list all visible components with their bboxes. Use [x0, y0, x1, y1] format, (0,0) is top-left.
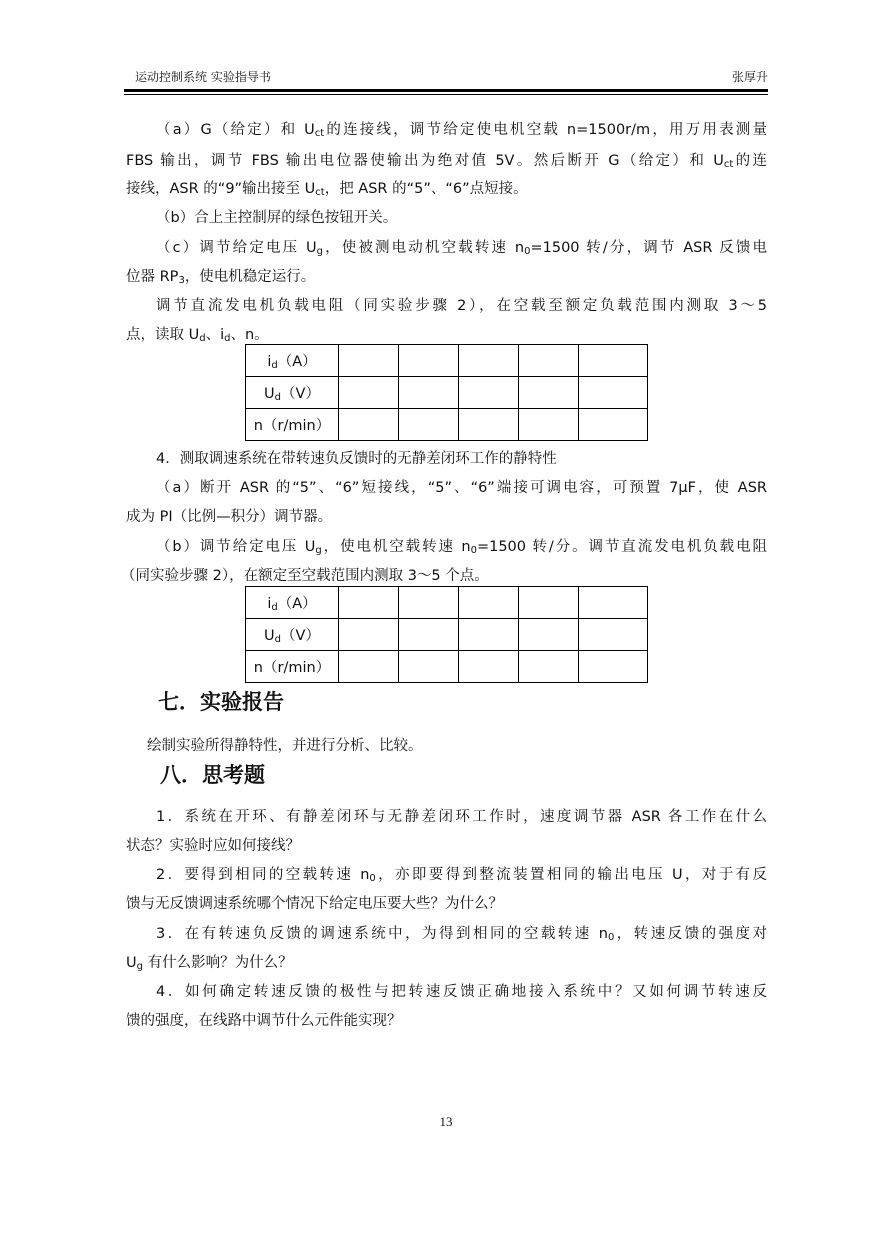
para-b2-line2: （同实验步骤 2），在额定至空载范围内测取 3～5 个点。	[121, 568, 489, 584]
empty-cell[interactable]	[459, 619, 519, 651]
empty-cell[interactable]	[459, 345, 519, 377]
table-row	[246, 377, 648, 409]
empty-cell[interactable]	[399, 409, 459, 441]
para-b1: （b）合上主控制屏的绿色按钮开关。	[156, 210, 398, 226]
para-a1-line2: FBS 输出，调节 FBS 输出电位器使输出为绝对值 5V。然后断开 G（给定）和 $U_{ct}$的连	[126, 153, 768, 170]
para-a1-line3: 接线，ASR 的“9”输出接至 $U_{ct}$，把 ASR 的“5”、“6”点短接。	[126, 181, 528, 198]
empty-cell[interactable]	[519, 409, 579, 441]
header-author: 张厚升	[731, 70, 768, 84]
empty-cell[interactable]	[579, 619, 648, 651]
empty-cell[interactable]	[579, 651, 648, 683]
question-1-line1: 1．系统在开环、有静差闭环与无静差闭环工作时，速度调节器 ASR 各工作在什么	[156, 809, 767, 825]
empty-cell[interactable]	[579, 345, 648, 377]
table-row	[246, 619, 648, 651]
question-2-line1: 2．要得到相同的空载转速 $n_0$，亦即要得到整流装置相同的输出电压 U，对于有反	[156, 867, 767, 884]
question-3-line1: 3．在有转速负反馈的调速系统中，为得到相同的空载转速 $n_0$，转速反馈的强度对	[156, 926, 767, 943]
question-4-line1: 4．如何确定转速反馈的极性与把转速反馈正确地接入系统中？又如何调节转速反	[156, 984, 767, 1000]
empty-cell[interactable]	[399, 651, 459, 683]
empty-cell[interactable]	[339, 619, 399, 651]
section-7-body: 绘制实验所得静特性，并进行分析、比较。	[147, 738, 423, 754]
empty-cell[interactable]	[459, 651, 519, 683]
row-label: $U_d(V)$	[246, 377, 339, 409]
table-row	[246, 651, 648, 683]
empty-cell[interactable]	[519, 587, 579, 619]
question-3-line2: $U_g$ 有什么影响？为什么？	[126, 955, 293, 972]
section-8-title: 八．思考题	[160, 762, 265, 787]
empty-cell[interactable]	[519, 377, 579, 409]
empty-cell[interactable]	[579, 409, 648, 441]
empty-cell[interactable]	[339, 409, 399, 441]
empty-cell[interactable]	[579, 587, 648, 619]
empty-cell[interactable]	[399, 345, 459, 377]
empty-cell[interactable]	[519, 651, 579, 683]
para-a2-line1: （a）断开 ASR 的“5”、“6”短接线，“5”、“6”端接可调电容，可预置 7μF，使 ASR	[156, 480, 767, 496]
table-row	[246, 345, 648, 377]
empty-cell[interactable]	[399, 377, 459, 409]
empty-cell[interactable]	[339, 345, 399, 377]
question-2-line2: 馈与无反馈调速系统哪个情况下给定电压要大些？为什么？	[126, 896, 503, 912]
data-table-2	[245, 586, 648, 683]
page-number: 13	[439, 1114, 453, 1129]
para-adjust-line2: 点，读取 $U_d$、$i_d$、n。	[126, 327, 269, 344]
empty-cell[interactable]	[339, 587, 399, 619]
empty-cell[interactable]	[519, 619, 579, 651]
empty-cell[interactable]	[399, 587, 459, 619]
empty-cell[interactable]	[459, 409, 519, 441]
row-label: $i_d(A)$	[246, 345, 339, 377]
section-7-title: 七．实验报告	[158, 689, 284, 714]
row-label: $i_d(A)$	[246, 587, 339, 619]
step-4-heading: 4．测取调速系统在带转速负反馈时的无静差闭环工作的静特性	[156, 451, 557, 467]
empty-cell[interactable]	[579, 377, 648, 409]
empty-cell[interactable]	[339, 651, 399, 683]
para-a1-line1: （a）G（给定）和 $U_{ct}$的连接线，调节给定使电机空载 n=1500r/m，用万用表测量	[156, 122, 768, 139]
para-a2-line2: 成为 PI（比例—积分）调节器。	[126, 509, 333, 525]
question-4-line2: 馈的强度，在线路中调节什么元件能实现？	[126, 1013, 402, 1029]
row-label: n（r/min）	[246, 409, 339, 441]
data-table-1	[245, 344, 648, 441]
row-label: $U_d(V)$	[246, 619, 339, 651]
empty-cell[interactable]	[399, 619, 459, 651]
row-label: n（r/min）	[246, 651, 339, 683]
para-b2-line1: （b）调节给定电压 $U_g$，使电机空载转速 $n_0=1500$ 转/分。调节直流发电机负载电阻	[156, 539, 767, 556]
header-rule-thin	[124, 94, 768, 95]
empty-cell[interactable]	[339, 377, 399, 409]
para-c1-line1: （c）调节给定电压 $U_g$，使被测电动机空载转速 $n_0=1500$ 转/分，调节 ASR 反馈电	[156, 240, 767, 257]
para-c1-line2: 位器 $RP_3$，使电机稳定运行。	[126, 269, 316, 286]
header-title: 运动控制系统 实验指导书	[135, 70, 271, 84]
para-adjust-line1: 调节直流发电机负载电阻（同实验步骤 2），在空载至额定负载范围内测取 3～5	[156, 298, 767, 314]
table-row	[246, 587, 648, 619]
empty-cell[interactable]	[459, 587, 519, 619]
table-row	[246, 409, 648, 441]
question-1-line2: 状态？实验时应如何接线？	[126, 838, 300, 854]
empty-cell[interactable]	[519, 345, 579, 377]
header-rule-thick	[124, 89, 768, 92]
empty-cell[interactable]	[459, 377, 519, 409]
